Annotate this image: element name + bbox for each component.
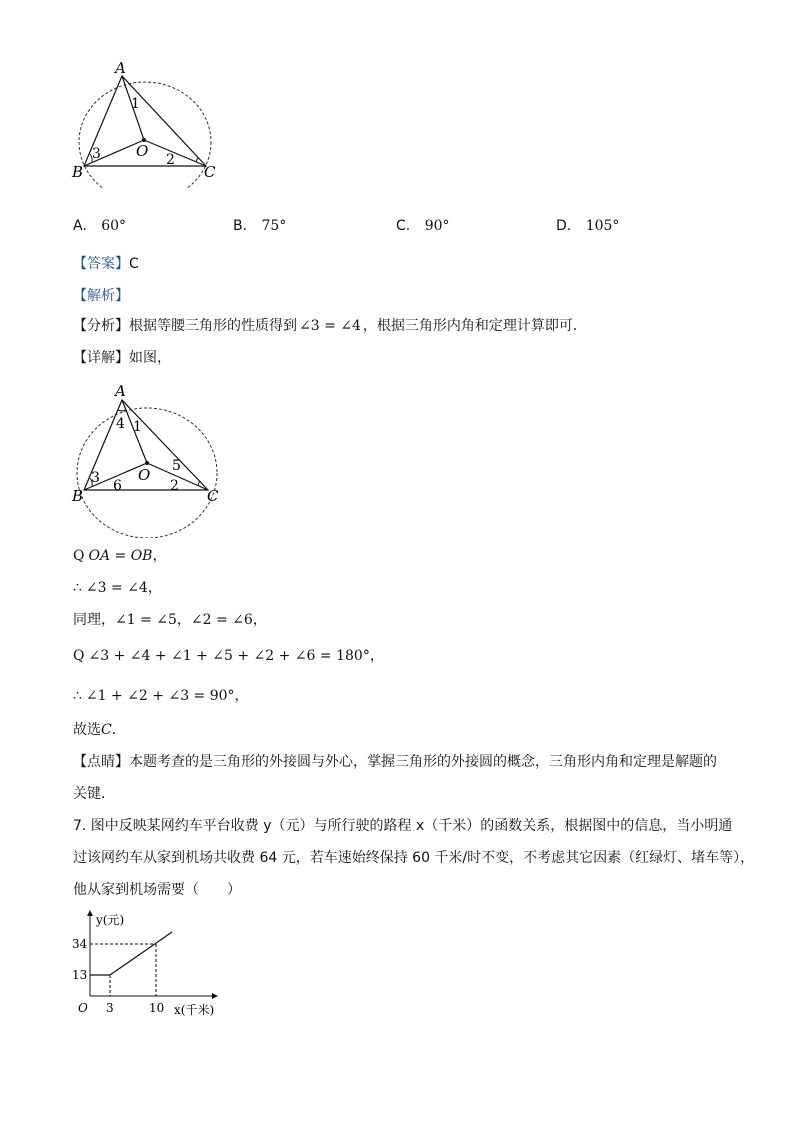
xiangjie-label: 【详解】 <box>73 350 129 366</box>
fig1-angle-1: 1 <box>131 96 140 112</box>
fig1-angle-2: 2 <box>166 152 175 168</box>
fig2-label-C: C <box>207 487 219 505</box>
fig1-label-A: A <box>115 59 126 77</box>
figure-circumcircle-1 <box>60 58 220 188</box>
step-5 <box>73 686 249 706</box>
fig2-angle-4: 4 <box>116 416 125 432</box>
q7-text-3: 他从家到机场需要（ ） <box>73 882 241 898</box>
answer-line <box>73 254 139 274</box>
step-2-prefix: ∴ <box>73 580 82 596</box>
fenxi-text2: ，根据三角形内角和定理计算即可． <box>362 318 587 334</box>
step-2 <box>73 578 162 598</box>
fig1-label-B: B <box>72 163 84 181</box>
choose-line <box>73 720 126 740</box>
step-3-suffix: ， <box>252 612 267 628</box>
option-b-value: 75° <box>261 218 287 234</box>
step-3 <box>73 610 267 630</box>
fig2-angle-2: 2 <box>170 478 179 494</box>
graph-xtick-3: 3 <box>106 1001 114 1015</box>
step-1 <box>73 546 166 566</box>
fig2-angle-3: 3 <box>91 470 100 486</box>
q7-line-2 <box>73 848 754 868</box>
graph-xlabel: x(千米) <box>174 1003 215 1017</box>
dianjing-text-2: 关键． <box>73 786 115 802</box>
answer-label: 【答案】 <box>73 256 129 272</box>
option-a <box>73 218 126 234</box>
fenxi-text1: 根据等腰三角形的性质得到 <box>129 318 297 334</box>
fig2-label-B: B <box>72 487 84 505</box>
fig2-label-O: O <box>138 466 151 484</box>
choose-end: ． <box>111 722 126 738</box>
dianjing-line-1 <box>73 752 717 772</box>
q7-text-2: 过该网约车从家到机场共收费 64 元，若车速始终保持 60 千米/时不变，不考虑其它因素（红绿灯、堵车等）， <box>73 850 755 866</box>
fare-graph <box>66 908 236 1026</box>
figure-circumcircle-2 <box>60 378 230 538</box>
step-1-prefix: Q <box>73 548 85 564</box>
analysis-label: 【解析】 <box>73 288 129 304</box>
step-5-prefix: ∴ <box>73 688 82 704</box>
step-2-math: ∠3 = ∠4 <box>85 580 148 596</box>
step-3-math: ∠1 = ∠5，∠2 = ∠6 <box>115 612 253 628</box>
option-a-value: 60° <box>101 218 127 234</box>
option-c-value: 90° <box>424 218 450 234</box>
graph-ytick-13: 13 <box>72 968 88 982</box>
step-4-prefix: Q <box>73 648 85 664</box>
dianjing-label: 【点睛】 <box>73 754 129 770</box>
option-b <box>233 218 286 234</box>
step-4-suffix: ， <box>369 648 384 664</box>
option-c <box>396 218 450 234</box>
q7-line-1 <box>73 816 732 836</box>
xiangjie-line <box>73 348 171 368</box>
fig2-label-A: A <box>115 382 126 400</box>
graph-ylabel: y(元) <box>96 913 125 927</box>
choose-letter: C <box>101 722 112 738</box>
step-3-prefix: 同理， <box>73 612 115 628</box>
xiangjie-text: 如图， <box>129 350 171 366</box>
step-2-suffix: ， <box>147 580 162 596</box>
option-c-letter: C. <box>396 218 411 234</box>
analysis-heading <box>73 286 129 306</box>
step-5-suffix: ， <box>234 688 249 704</box>
step-4-math: ∠3 + ∠4 + ∠1 + ∠5 + ∠2 + ∠6 = 180° <box>88 648 370 664</box>
fenxi-line <box>73 316 587 336</box>
fig1-label-O: O <box>136 142 149 160</box>
option-d-value: 105° <box>585 218 620 234</box>
fig2-angle-6: 6 <box>113 478 122 494</box>
dianjing-text-1: 本题考查的是三角形的外接圆与外心，掌握三角形的外接圆的概念，三角形内角和定理是解题的 <box>129 754 717 770</box>
fig1-angle-3: 3 <box>92 146 101 162</box>
step-1-suffix: ， <box>152 548 167 564</box>
option-a-letter: A. <box>73 218 87 234</box>
fig1-label-C: C <box>204 163 216 181</box>
choose-text: 故选 <box>73 722 101 738</box>
option-d <box>556 218 619 234</box>
dianjing-line-2 <box>73 784 115 804</box>
step-5-math: ∠1 + ∠2 + ∠3 = 90° <box>85 688 235 704</box>
step-1-math: OA = OB <box>88 548 153 564</box>
step-4 <box>73 646 384 666</box>
answer-value: C <box>129 256 139 272</box>
q7-line-3 <box>73 880 241 900</box>
fenxi-label: 【分析】 <box>73 318 129 334</box>
fenxi-math: ∠3 = ∠4 <box>299 318 361 334</box>
option-d-letter: D. <box>556 218 572 234</box>
graph-xtick-10: 10 <box>149 1001 165 1015</box>
fig2-angle-5: 5 <box>172 458 181 474</box>
fig2-angle-1: 1 <box>133 419 142 435</box>
option-b-letter: B. <box>233 218 248 234</box>
q7-text-1: 7. 图中反映某网约车平台收费 y（元）与所行驶的路程 x（千米）的函数关系，根据图中的信息，当小明通 <box>73 818 733 834</box>
graph-origin: O <box>78 1001 88 1015</box>
graph-ytick-34: 34 <box>72 937 88 951</box>
